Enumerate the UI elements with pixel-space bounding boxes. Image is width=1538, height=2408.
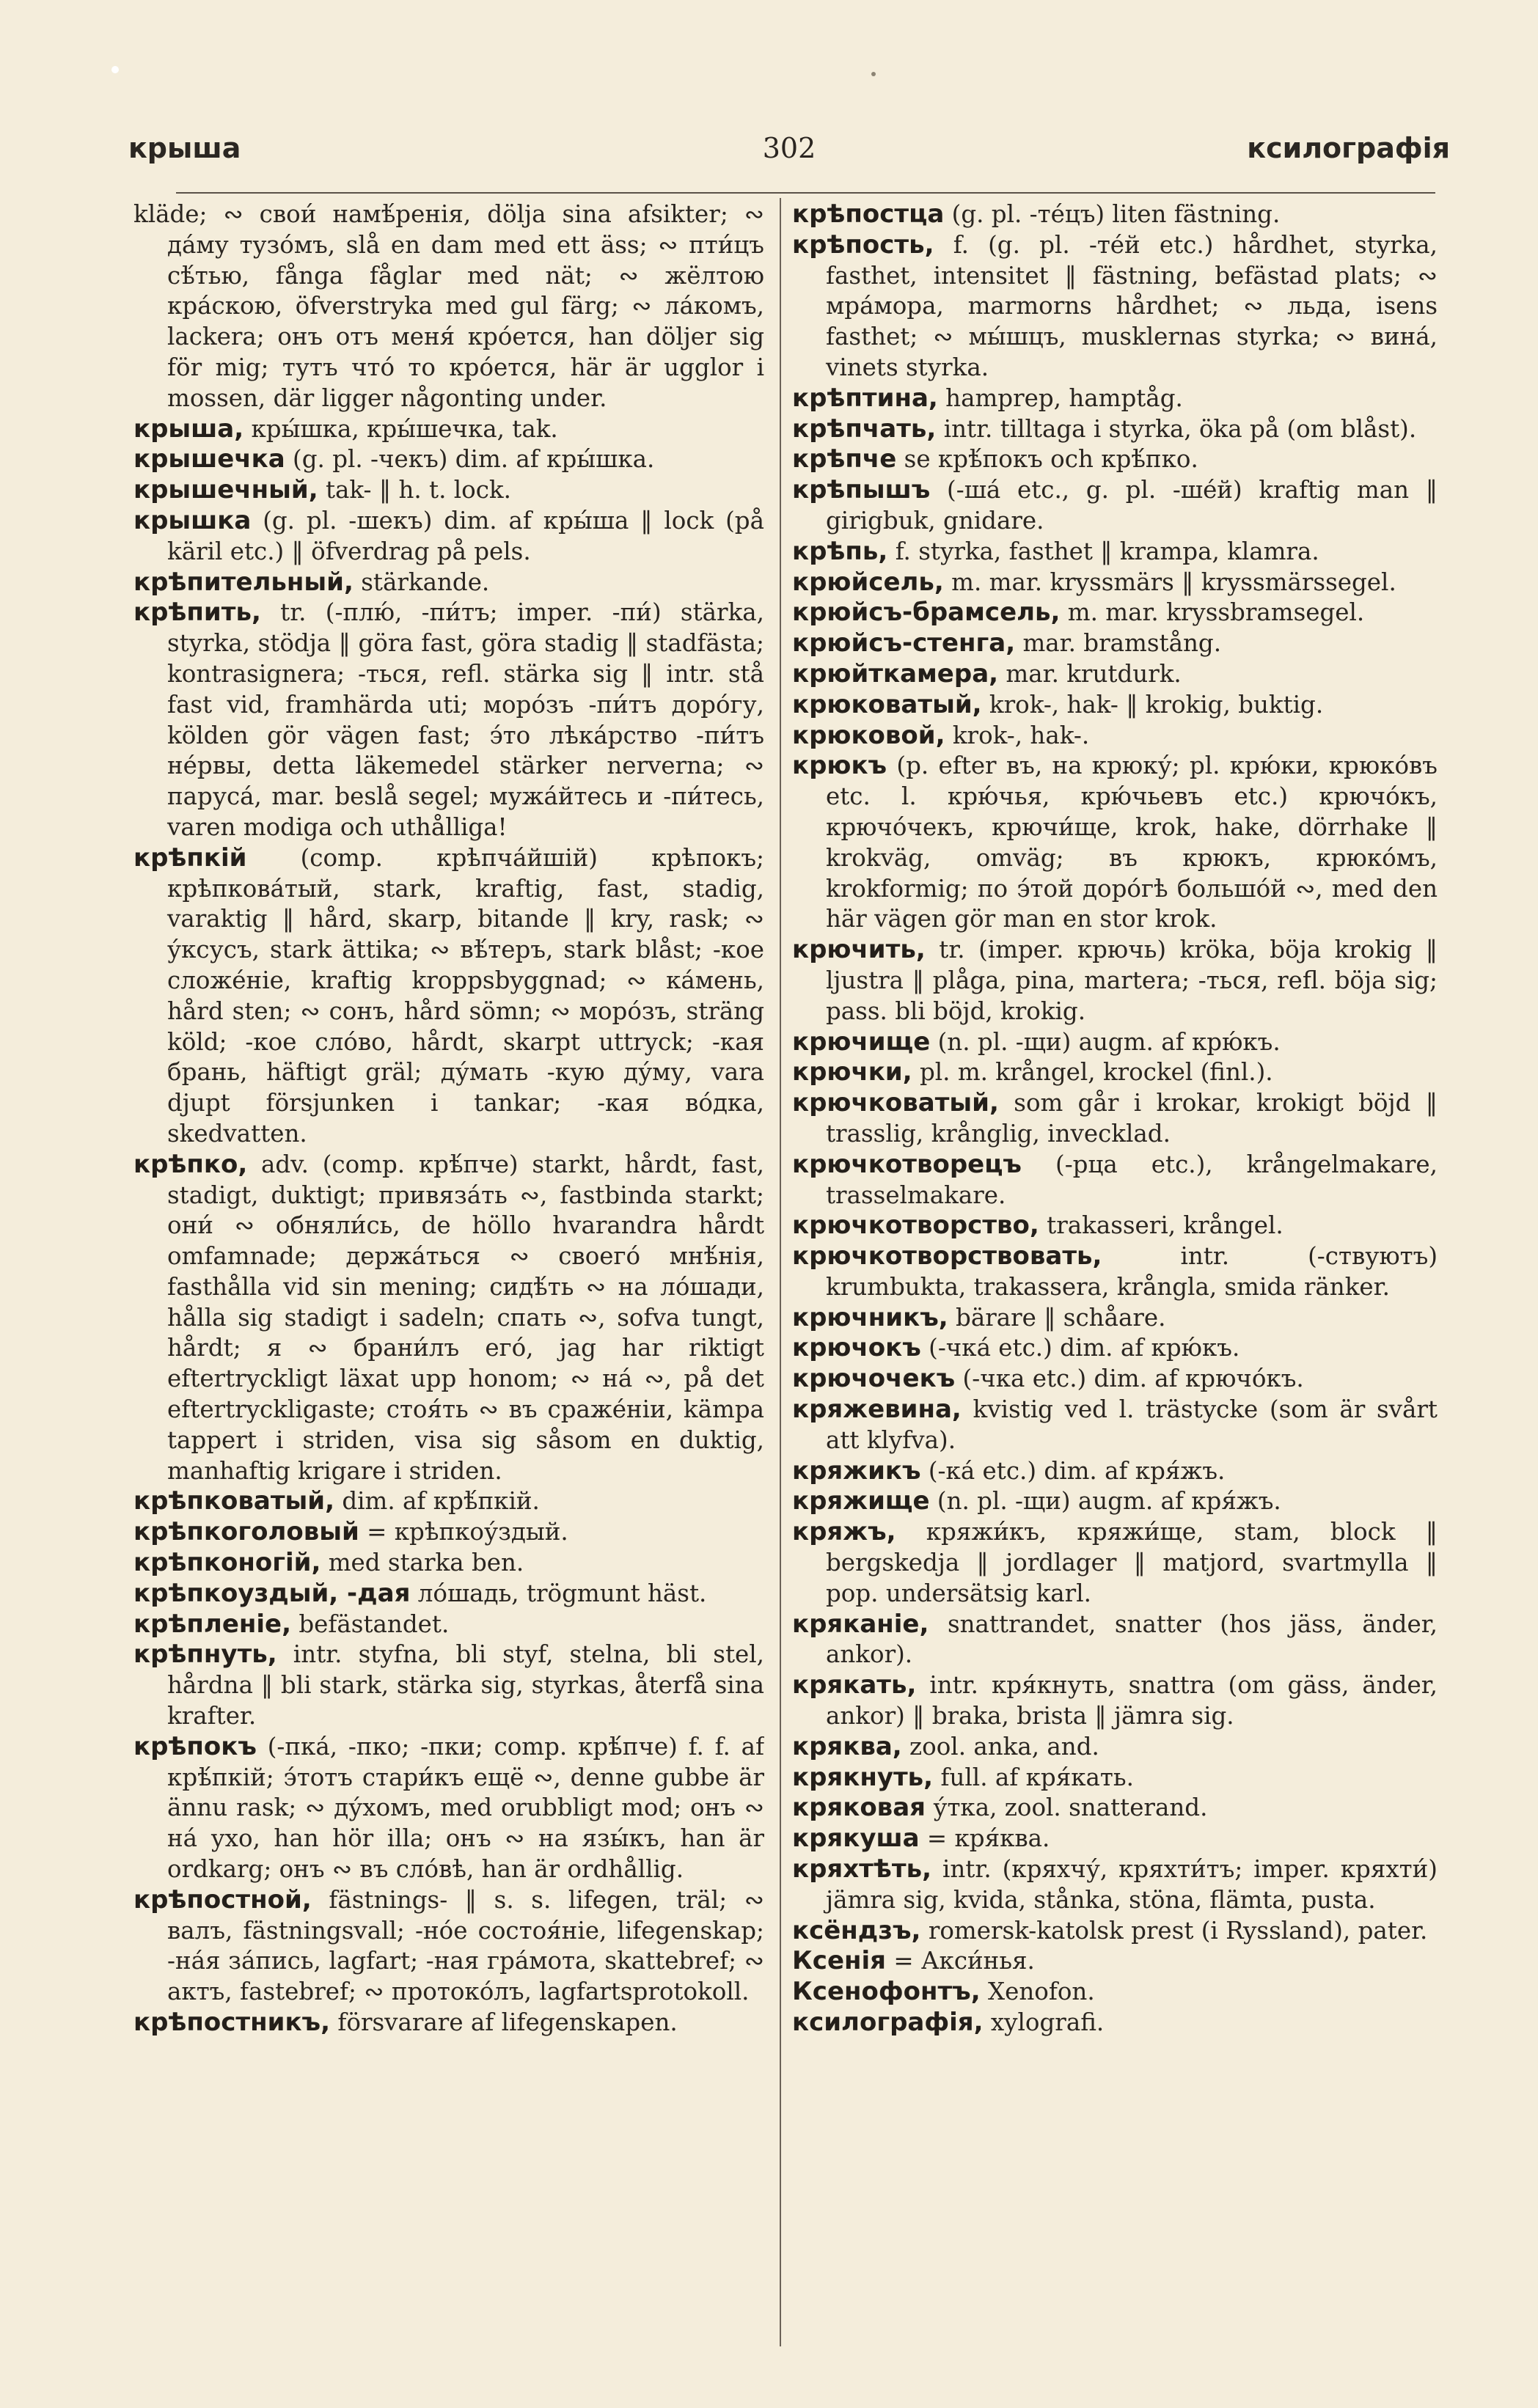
- dictionary-entry: [792, 1793, 1438, 1824]
- entry-headword: крюйсъ-стенга,: [792, 628, 1016, 658]
- entry-definition: у́тка, zool. snatterand.: [933, 1794, 1208, 1822]
- entry-headword: крючкотворствовать,: [792, 1241, 1102, 1271]
- dictionary-entry: [792, 1395, 1438, 1456]
- entry-headword: кряхтѣть,: [792, 1854, 932, 1884]
- entry-definition: = Акси́нья.: [893, 1947, 1035, 1975]
- entry-definition: tak- ‖ h. t. lock.: [326, 476, 511, 504]
- dictionary-entry: [792, 1364, 1438, 1395]
- dictionary-entry: [792, 537, 1438, 568]
- entry-definition: mar. krutdurk.: [1006, 659, 1182, 688]
- entry-definition: snattrandet, snatter (hos jäss, änder, ankor).: [826, 1609, 1438, 1669]
- dictionary-entry: [133, 506, 764, 568]
- dictionary-entry: [792, 935, 1438, 1027]
- entry-definition: intr. кря́кнуть, snattra (om gäss, änder, ankor) ‖ braka, brista ‖ jämra sig.: [826, 1671, 1438, 1730]
- entry-headword: Ксенофонтъ,: [792, 1977, 981, 2007]
- entry-headword: крѣпнуть,: [133, 1640, 277, 1670]
- entry-definition: kläde; ∾ свои́ намѣ́ренія, dölja sina afsikter; ∾ да́му тузо́мъ, slå en dam med ett äss; ∾ пти́цъ сѣ́тью, fånga fåglar med nät; ∾ жёлтою кра́скою, öfverstryka med gul färg; ∾ ла́комъ, lackera; онъ отъ меня́ кро́ется, han döljer sig för mig; тутъ что́ то кро́ется, här är ugglor i mossen, där ligger någonting under.: [133, 200, 764, 412]
- entry-headword: крякнуть,: [792, 1762, 934, 1792]
- dictionary-entry: [792, 1027, 1438, 1058]
- entry-headword: крѣпчать,: [792, 414, 937, 444]
- entry-definition: (g. pl. -шекъ) dim. af кры́ша ‖ lock (på käril etc.) ‖ öfverdrag på pels.: [167, 506, 764, 565]
- dictionary-entry: [792, 1303, 1438, 1334]
- dictionary-entry: [792, 2008, 1438, 2038]
- entry-definition: ло́шадь, trögmunt häst.: [417, 1579, 707, 1607]
- entry-headword: крышечный,: [133, 475, 318, 505]
- entry-headword: крючокъ: [792, 1333, 921, 1363]
- entry-headword: крякать,: [792, 1670, 917, 1700]
- entry-headword: крякуша: [792, 1824, 920, 1854]
- entry-headword: крѣпконогій,: [133, 1548, 321, 1578]
- entry-headword: крючкотворство,: [792, 1211, 1039, 1241]
- dictionary-entry: [792, 659, 1438, 690]
- entry-headword: кряжъ,: [792, 1517, 896, 1547]
- dictionary-entry: [792, 1517, 1438, 1609]
- entry-headword: крѣпкоголовый: [133, 1517, 359, 1547]
- entry-definition: romersk-katolsk prest (i Ryssland), pater.: [928, 1916, 1428, 1945]
- entry-headword: крѣпостникъ,: [133, 2008, 330, 2038]
- page-speck: [871, 72, 876, 76]
- entry-headword: крюковой,: [792, 720, 945, 750]
- dictionary-entry: [792, 383, 1438, 414]
- dictionary-entry: [133, 475, 764, 506]
- entry-definition: kvistig ved l. trästycke (som är svårt att klyfva).: [826, 1395, 1438, 1454]
- header-rule: [176, 192, 1435, 194]
- entry-headword: крюковатый,: [792, 689, 982, 719]
- dictionary-entry: [792, 1211, 1438, 1241]
- entry-definition: (p. efter въ, на крюку́; pl. крю́ки, крюко́въ etc. l. крю́чья, крю́чьевъ etc.) крючо́къ, крючо́чекъ, крючи́ще, krok, hake, dörrhake ‖ krokväg, omväg; въ крюкъ, крюко́мъ, krokformig; по э́той доро́гѣ большо́й ∾, med den här vägen gör man en stor krok.: [826, 752, 1438, 933]
- dictionary-entry: [792, 414, 1438, 445]
- dictionary-entry: [792, 1150, 1438, 1211]
- entry-headword: крючкотворецъ: [792, 1149, 1022, 1179]
- column-divider: [780, 198, 781, 2346]
- entry-definition: tr. (-плю́, -пи́тъ; imper. -пи́) stärka, styrka, stödja ‖ göra fast, göra stadig ‖ stadfästa; kontrasignera; -ться, refl. stärka sig ‖ intr. stå fast vid, framhärda uti; моро́зъ -пи́тъ доро́гу, kölden gör vägen fast; э́то лѣка́рство -пи́тъ не́рвы, detta läkemedel stärker nerverna; ∾ паруса́, mar. beslå segel; мужа́йтесь и -пи́тесь, varen modiga och uthålliga!: [167, 598, 764, 841]
- entry-headword: кряканіе,: [792, 1609, 929, 1639]
- dictionary-entry: [792, 1854, 1438, 1916]
- entry-definition: fästnings- ‖ s. s. lifegen, träl; ∾ валъ, fästningsvall; -но́е состоя́ніе, lifegenskap; -на́я за́пись, lagfart; -ная гра́мота, skattebref; ∾ актъ, fastebref; ∾ протоко́лъ, lagfartsprotokoll.: [167, 1885, 764, 2006]
- entry-headword: крѣпче: [792, 444, 897, 474]
- dictionary-entry: [792, 721, 1438, 752]
- dictionary-entry: [133, 1486, 764, 1517]
- dictionary-entry: [133, 1548, 764, 1579]
- entry-definition: f. styrka, fasthet ‖ krampa, klamra.: [895, 537, 1319, 565]
- entry-headword: кряковая: [792, 1793, 926, 1823]
- entry-definition: befästandet.: [299, 1609, 450, 1638]
- entry-definition: bärare ‖ schåare.: [956, 1303, 1166, 1332]
- dictionary-entry: [792, 1732, 1438, 1763]
- entry-headword: кряжикъ: [792, 1456, 921, 1486]
- dictionary-entry: [792, 690, 1438, 721]
- entry-definition: Xenofon.: [987, 1978, 1095, 2006]
- dictionary-entry: [133, 1640, 764, 1731]
- dictionary-entry: [133, 1579, 764, 1609]
- dictionary-entry: [792, 475, 1438, 537]
- entry-definition: försvarare af lifegenskapen.: [337, 2008, 678, 2037]
- dictionary-entry: [792, 1057, 1438, 1088]
- entry-headword: крѣпить,: [133, 598, 261, 628]
- dictionary-entry: [133, 843, 764, 1150]
- dictionary-entry: [792, 751, 1438, 935]
- entry-definition: m. mar. kryssbramsegel.: [1067, 598, 1365, 627]
- dictionary-entry: [792, 1486, 1438, 1517]
- entry-definition: krok-, hak- ‖ krokig, buktig.: [989, 690, 1324, 719]
- entry-definition: (-рца etc.), krångelmakare, trasselmakare.: [826, 1150, 1438, 1209]
- entry-headword: кряжевина,: [792, 1395, 962, 1425]
- page-number: 302: [762, 132, 816, 164]
- page-hole: [111, 66, 119, 73]
- dictionary-entry: [792, 1977, 1438, 2008]
- dictionary-entry: [133, 199, 764, 414]
- dictionary-entry: [792, 1670, 1438, 1732]
- entry-definition: intr. (-ствуютъ) krumbukta, trakassera, krångla, smida ränker.: [826, 1242, 1438, 1301]
- entry-definition: (-пка́, -пко; -пки; comp. крѣ́пче) f. f. af крѣ́пкій; э́тотъ стари́къ ещё ∾, denne gubbe är ännu rask; ∾ ду́хомъ, med orubbligt mod; онъ ∾ на́ ухо, han hör illa; онъ ∾ на язы́къ, han är ordkarg; онъ ∾ въ сло́вѣ, han är ordhållig.: [167, 1732, 764, 1884]
- dictionary-entry: [133, 2008, 764, 2038]
- entry-definition: tr. (imper. крючь) kröka, böja krokig ‖ ljustra ‖ plåga, pina, martera; -ться, refl. böja sig; pass. bli böjd, krokig.: [826, 936, 1438, 1025]
- entry-definition: trakasseri, krångel.: [1047, 1211, 1284, 1240]
- entry-definition: (g. pl. -те́цъ) liten fästning.: [951, 200, 1281, 228]
- dictionary-entry: [133, 1517, 764, 1548]
- entry-headword: крюкъ: [792, 751, 887, 781]
- dictionary-entry: [133, 444, 764, 475]
- entry-definition: intr. (кряхчу́, кряхти́тъ; imper. кряхти́) jämra sig, kvida, stånka, stöna, flämta, pusta.: [826, 1855, 1438, 1914]
- entry-headword: крыша,: [133, 414, 244, 444]
- entry-definition: dim. af крѣ́пкій.: [342, 1487, 540, 1516]
- dictionary-entry: [133, 1150, 764, 1487]
- entry-headword: ксёндзъ,: [792, 1915, 921, 1945]
- dictionary-entry: [133, 1732, 764, 1885]
- entry-definition: f. (g. pl. -те́й etc.) hårdhet, styrka, fasthet, intensitet ‖ fästning, befästad plats; ∾ мра́мора, marmorns hårdhet; ∾ льда, isens fasthet; ∾ мы́шцъ, musklernas styrka; ∾ вина́, vinets styrka.: [826, 230, 1438, 381]
- entry-headword: Ксенія: [792, 1946, 886, 1976]
- dictionary-entry: [792, 598, 1438, 628]
- entry-headword: крючки,: [792, 1057, 912, 1087]
- dictionary-entry: [792, 1456, 1438, 1487]
- entry-headword: крѣпокъ: [133, 1731, 257, 1761]
- entry-definition: m. mar. kryssmärs ‖ kryssmärssegel.: [951, 568, 1396, 596]
- dictionary-entry: [133, 568, 764, 598]
- right-column: [792, 199, 1438, 2305]
- entry-headword: крѣпленіе,: [133, 1609, 292, 1639]
- entry-headword: крѣпко,: [133, 1149, 248, 1179]
- entry-definition: hamprep, hamptåg.: [945, 383, 1183, 412]
- entry-headword: крѣпостной,: [133, 1884, 312, 1915]
- entry-definition: zool. anka, and.: [909, 1732, 1099, 1761]
- header-first-headword: крыша: [128, 132, 241, 164]
- entry-definition: full. af кря́кать.: [940, 1763, 1134, 1791]
- entry-headword: крючникъ,: [792, 1302, 948, 1332]
- entry-headword: крѣптина,: [792, 383, 938, 413]
- dictionary-entry: [792, 1763, 1438, 1794]
- dictionary-entry: [792, 230, 1438, 383]
- entry-headword: крѣпковатый,: [133, 1486, 335, 1516]
- entry-headword: крѣпительный,: [133, 567, 354, 597]
- entry-headword: крюйсель,: [792, 567, 944, 597]
- entry-headword: крючище: [792, 1027, 931, 1057]
- entry-definition: mar. bramstång.: [1022, 629, 1222, 658]
- entry-headword: крючковатый,: [792, 1088, 999, 1118]
- entry-headword: кряжище: [792, 1486, 930, 1516]
- entry-headword: ксилографія,: [792, 2008, 984, 2038]
- entry-headword: крѣпкій: [133, 843, 247, 873]
- entry-definition: pl. m. krångel, krockel (finl.).: [919, 1058, 1273, 1087]
- entry-headword: крѣпь,: [792, 536, 888, 566]
- dictionary-entry: [792, 1088, 1438, 1150]
- entry-definition: (-ка́ etc.) dim. af кря́жъ.: [928, 1456, 1226, 1485]
- dictionary-entry: [792, 1824, 1438, 1854]
- entry-headword: кряква,: [792, 1731, 902, 1761]
- entry-headword: крючочекъ: [792, 1364, 956, 1394]
- entry-headword: крышка: [133, 505, 252, 535]
- entry-headword: крѣпышъ: [792, 475, 931, 505]
- dictionary-entry: [133, 598, 764, 843]
- entry-definition: adv. (comp. крѣ́пче) starkt, hårdt, fast, stadigt, duktigt; привяза́ть ∾, fastbinda starkt; они́ ∾ обняли́сь, de höllo hvarandra hårdt omfamnade; держа́ться ∾ своего́ мнѣ́нія, fasthålla vid sin mening; сидѣ́ть ∾ на ло́шади, hålla sig stadigt i sadeln; спать ∾, sofva tungt, hårdt; я ∾ брани́лъ его́, jag har riktigt eftertryckligt läxat upp honom; ∾ на́ ∾, på det eftertryckligaste; стоя́ть ∾ въ сраже́ніи, kämpa tappert i striden, visa sig såsom en duktig, manhaftig krigare i striden.: [167, 1150, 764, 1485]
- entry-definition: (-чка́ etc.) dim. af крю́къ.: [929, 1334, 1240, 1362]
- entry-definition: = крѣпкоу́здый.: [367, 1518, 568, 1546]
- entry-definition: som går i krokar, krokigt böjd ‖ trasslig, krånglig, invecklad.: [826, 1089, 1438, 1148]
- dictionary-entry: [792, 199, 1438, 230]
- dictionary-entry: [792, 1333, 1438, 1364]
- dictionary-entry: [792, 1946, 1438, 1977]
- entry-definition: stärkande.: [361, 568, 490, 596]
- entry-definition: se крѣ́покъ och крѣ́пко.: [904, 445, 1198, 474]
- entry-definition: (-чка etc.) dim. af крючо́къ.: [962, 1365, 1304, 1393]
- entry-headword: крѣпость,: [792, 230, 934, 260]
- dictionary-entry: [792, 1609, 1438, 1671]
- entry-definition: (g. pl. -чекъ) dim. af кры́шка.: [293, 445, 655, 474]
- entry-definition: xylografi.: [990, 2008, 1105, 2037]
- dictionary-entry: [792, 1916, 1438, 1947]
- entry-headword: крюйсъ-брамсель,: [792, 598, 1061, 628]
- page-header: [128, 132, 1450, 176]
- left-column: [133, 199, 764, 2305]
- dictionary-entry: [792, 444, 1438, 475]
- entry-definition: = кря́ква.: [926, 1824, 1050, 1853]
- entry-definition: med starka ben.: [328, 1549, 524, 1577]
- entry-headword: крюйткамера,: [792, 658, 999, 689]
- entry-definition: intr. tilltaga i styrka, öka på (om blåst).: [943, 414, 1417, 443]
- entry-headword: крѣпостца: [792, 199, 945, 229]
- entry-definition: кры́шка, кры́шечка, tak.: [251, 414, 558, 443]
- dictionary-entry: [133, 414, 764, 445]
- entry-definition: krok-, hak-.: [952, 721, 1090, 749]
- entry-headword: крѣпкоуздый, -дая: [133, 1578, 411, 1608]
- entry-headword: крышечка: [133, 444, 285, 474]
- entry-headword: крючить,: [792, 935, 926, 965]
- entry-definition: intr. styfna, bli styf, stelna, bli stel, hårdna ‖ bli stark, stärka sig, styrkas, återfå sina krafter.: [167, 1640, 764, 1730]
- dictionary-entry: [792, 568, 1438, 598]
- entry-definition: (n. pl. -щи) augm. af кря́жъ.: [937, 1487, 1281, 1516]
- dictionary-entry: [792, 628, 1438, 659]
- header-last-headword: ксилографія: [1247, 132, 1450, 164]
- dictionary-entry: [133, 1885, 764, 2008]
- entry-definition: (n. pl. -щи) augm. af крю́къ.: [937, 1027, 1281, 1056]
- dictionary-entry: [133, 1609, 764, 1640]
- entry-definition: кряжи́къ, кряжи́ще, stam, block ‖ bergskedja ‖ jordlager ‖ matjord, svartmylla ‖ pop. undersätsig karl.: [826, 1518, 1438, 1607]
- entry-definition: (comp. крѣпча́йшій) крѣпокъ; крѣпкова́тый, stark, kraftig, fast, stadig, varaktig ‖ hård, skarp, bitande ‖ kry, rask; ∾ у́ксусъ, stark ättika; ∾ вѣ́теръ, stark blåst; -кое сложе́ніе, kraftig kroppsbyggnad; ∾ ка́мень, hård sten; ∾ сонъ, hård sömn; ∾ моро́зъ, sträng köld; -кое сло́во, hårdt, skarpt uttryck; -кая брань, häftigt gräl; ду́мать -кую ду́му, vara djupt försjunken i tankar; -кая во́дка, skedvatten.: [167, 843, 764, 1148]
- entry-definition: (-ша́ etc., g. pl. -ше́й) kraftig man ‖ girigbuk, gnidare.: [826, 476, 1438, 535]
- dictionary-entry: [792, 1241, 1438, 1303]
